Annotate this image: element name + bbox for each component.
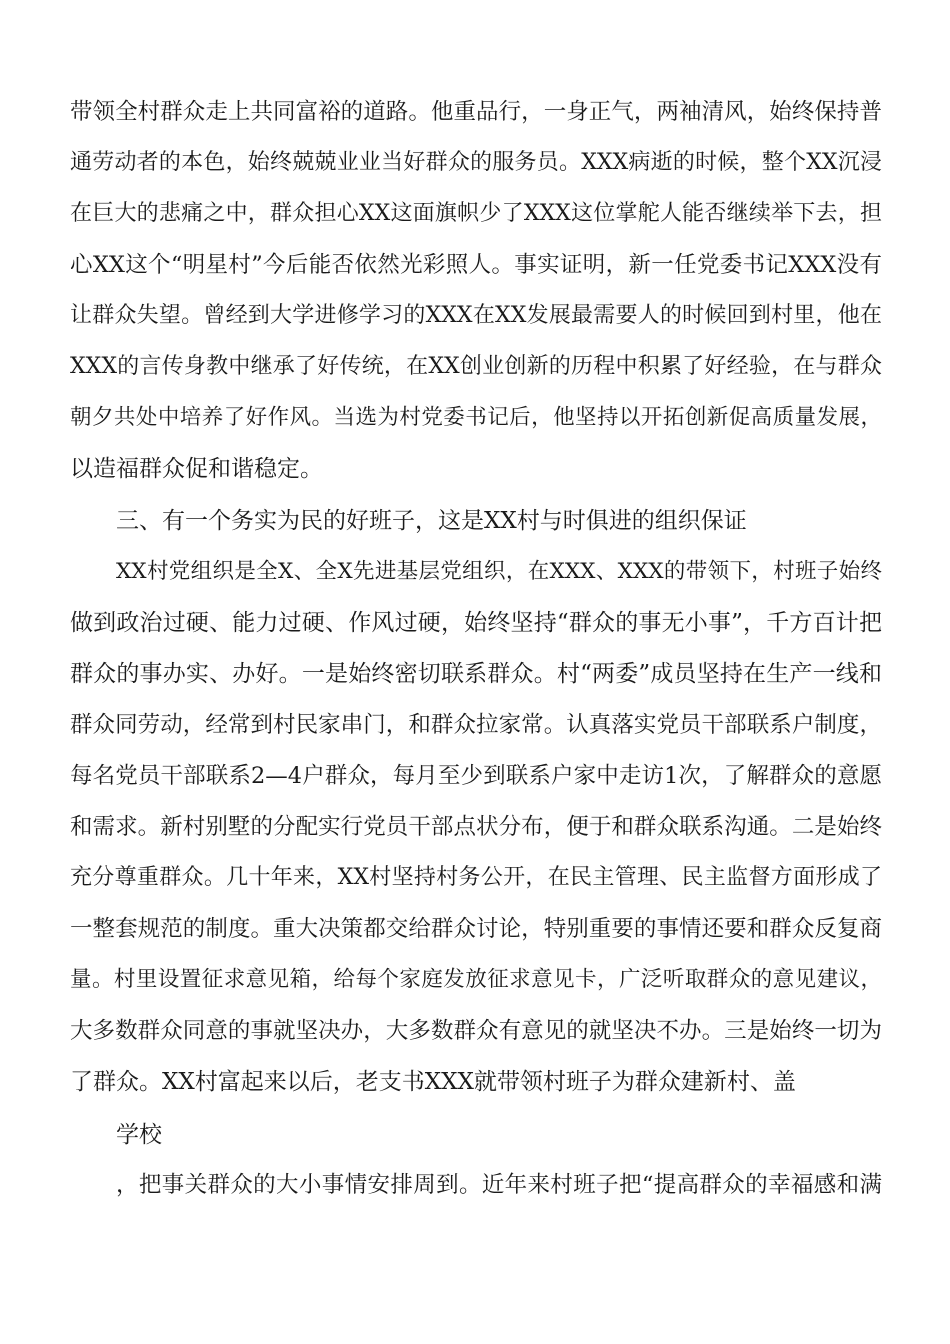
text-line: 心XX这个“明星村”今后能否依然光彩照人。事实证明，新一任党委书记XXX没有 (70, 252, 882, 278)
text-line: 群众的事办实、办好。一是始终密切联系群众。村“两委”成员坚持在生产一线和 (70, 661, 882, 687)
text-line: 和需求。新村别墅的分配实行党员干部点状分布，便于和群众联系沟通。二是始终 (70, 814, 882, 840)
text-line: 朝夕共处中培养了好作风。当选为村党委书记后，他坚持以开拓创新促高质量发展， (70, 405, 882, 430)
text-line: XX村党组织是全X、全X先进基层党组织，在XXX、XXX的带领下，村班子始终 (116, 559, 882, 584)
text-line: 了群众。XX村富起来以后，老支书XXX就带领村班子为群众建新村、盖 (70, 1069, 796, 1095)
text-line: XXX的言传身教中继承了好传统，在XX创业创新的历程中积累了好经验，在与群众 (70, 354, 882, 379)
text-line: 每名党员干部联系2—4户群众，每月至少到联系户家中走访1次，了解群众的意愿 (70, 763, 882, 789)
text-line: ，把事关群众的大小事情安排周到。近年来村班子把“提高群众的幸福感和满 (116, 1172, 882, 1198)
text-line: 通劳动者的本色，始终兢兢业业当好群众的服务员。XXX病逝的时候，整个XX沉浸 (70, 150, 882, 175)
text-line: 做到政治过硬、能力过硬、作风过硬，始终坚持“群众的事无小事”，千方百计把 (70, 610, 882, 636)
text-line: 学校 (116, 1122, 162, 1148)
section-heading: 三、有一个务实为民的好班子，这是XX村与时俱进的组织保证 (116, 508, 747, 534)
text-line: 以造福群众促和谐稳定。 (70, 456, 323, 482)
text-line: 让群众失望。曾经到大学进修学习的XXX在XX发展最需要人的时候回到村里，他在 (70, 303, 882, 328)
text-line: 群众同劳动，经常到村民家串门，和群众拉家常。认真落实党员干部联系户制度， (70, 712, 882, 738)
text-line: 大多数群众同意的事就坚决办，大多数群众有意见的就坚决不办。三是始终一切为 (70, 1018, 882, 1044)
text-line: 在巨大的悲痛之中，群众担心XX这面旗帜少了XXX这位掌舵人能否继续举下去，担 (70, 201, 882, 226)
text-line: 量。村里设置征求意见箱，给每个家庭发放征求意见卡，广泛听取群众的意见建议， (70, 967, 882, 992)
text-line: 充分尊重群众。几十年来，XX村坚持村务公开，在民主管理、民主监督方面形成了 (70, 865, 882, 890)
text-line: 带领全村群众走上共同富裕的道路。他重品行，一身正气，两袖清风，始终保持普 (70, 99, 882, 125)
text-line: 一整套规范的制度。重大决策都交给群众讨论，特别重要的事情还要和群众反复商 (70, 916, 882, 942)
